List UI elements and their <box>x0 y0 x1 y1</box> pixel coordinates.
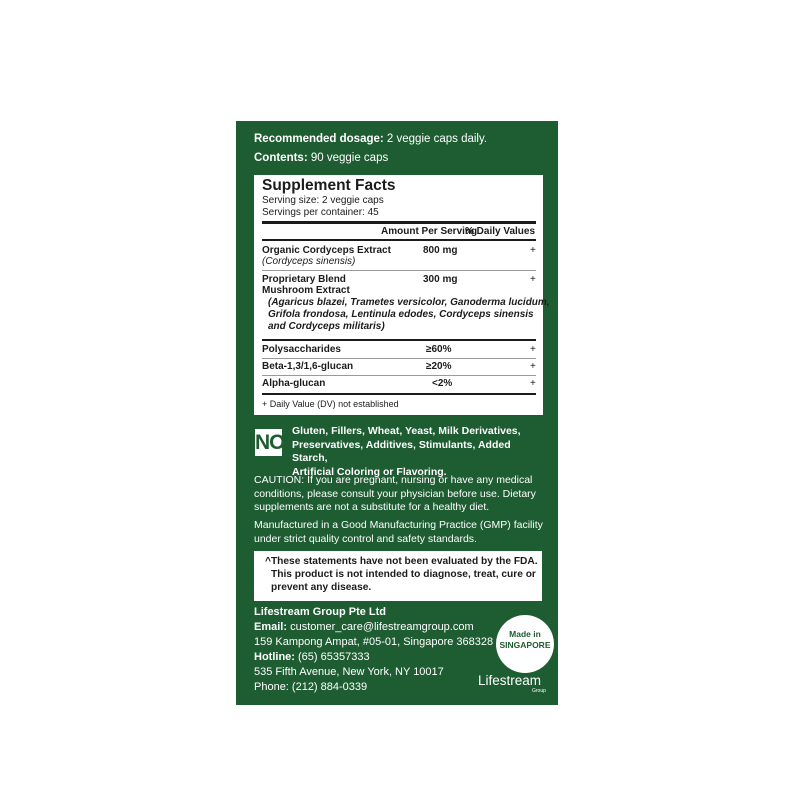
dosage-label: Recommended dosage: <box>254 133 384 145</box>
seal-bottom-text: SINGAPORE <box>499 640 551 650</box>
servings-per-container: Servings per container: 45 <box>262 207 379 218</box>
cordyceps-name: Organic Cordyceps Extract <box>262 245 391 256</box>
fda-line: ^These statements have not been evaluated by the FDA. <box>265 556 538 567</box>
seal-top-text: Made in <box>509 629 541 639</box>
header-rule <box>262 239 536 241</box>
blend-name-2: Mushroom Extract <box>262 285 350 296</box>
fda-disclaimer <box>254 551 542 601</box>
bottom-rule <box>262 393 536 395</box>
label-panel <box>236 121 558 705</box>
row-divider <box>262 375 536 376</box>
blend-amount: 300 mg <box>423 274 458 285</box>
hotline-value: (65) 65357333 <box>294 651 370 663</box>
fda-line: prevent any disease. <box>271 582 372 593</box>
row-dv: + <box>530 361 536 372</box>
dosage-line <box>254 133 487 145</box>
row-name: Alpha-glucan <box>262 378 326 389</box>
blend-ingredients-2: Grifola frondosa, Lentinula edodes, Cordyceps sinensis <box>268 309 534 320</box>
caution-line: CAUTION: If you are pregnant, nursing or have any medical <box>254 474 533 486</box>
blend-ingredients-3: and Cordyceps militaris) <box>268 321 385 332</box>
col-dv-header: % Daily Values <box>465 226 536 237</box>
fda-line: This product is not intended to diagnose, treat, cure or <box>271 569 536 580</box>
supplement-facts-table <box>254 175 550 415</box>
gmp-line: under strict quality control and safety standards. <box>254 532 477 545</box>
row-amount: ≥20% <box>426 361 452 372</box>
email-label: Email: <box>254 621 288 633</box>
phone-line: Phone: (212) 884-0339 <box>254 681 368 693</box>
cordyceps-dv: + <box>530 245 536 256</box>
lifestream-logo: Lifestream <box>478 673 542 688</box>
free-from-line: Artificial Coloring or Flavoring. <box>292 465 447 478</box>
serving-size: Serving size: 2 veggie caps <box>262 195 384 206</box>
row-dv: + <box>530 344 536 355</box>
dosage-value: 2 veggie caps daily. <box>383 133 488 145</box>
col-amount-header: Amount Per Serving <box>381 226 478 237</box>
row-name: Beta-1,3/1,6-glucan <box>262 361 354 372</box>
gmp-text <box>254 519 546 546</box>
blend-rule <box>262 339 536 341</box>
facts-title: Supplement Facts <box>262 177 396 194</box>
made-in-singapore-seal <box>496 615 554 673</box>
row-dv: + <box>530 378 536 389</box>
blend-name-1: Proprietary Blend <box>262 274 346 285</box>
cordyceps-amount: 800 mg <box>423 245 458 256</box>
caution-line: supplements are not a substitute for a healthy diet. <box>254 501 490 513</box>
address-us: 535 Fifth Avenue, New York, NY 10017 <box>254 666 444 678</box>
no-badge: NO <box>255 431 285 454</box>
row-divider <box>262 358 536 359</box>
company-name: Lifestream Group Pte Ltd <box>254 606 387 618</box>
row-divider <box>262 270 536 271</box>
facts-footnote: + Daily Value (DV) not established <box>262 399 399 409</box>
contents-line <box>254 152 388 164</box>
email-line <box>254 621 474 633</box>
caution-line: conditions, please consult your physician before use. Dietary <box>254 487 536 500</box>
hotline-label: Hotline: <box>254 651 295 663</box>
gmp-line: Manufactured in a Good Manufacturing Practice (GMP) facility <box>254 519 543 531</box>
contents-label: Contents: <box>254 152 308 164</box>
blend-ingredients-1: (Agaricus blazei, Trametes versicolor, Ganoderma lucidum, <box>268 297 550 308</box>
row-name: Polysaccharides <box>262 344 341 355</box>
logo-subtext: Group <box>532 688 546 694</box>
row-amount: ≥60% <box>426 344 452 355</box>
email-value[interactable]: customer_care@lifestreamgroup.com <box>287 621 474 633</box>
free-from-line: Preservatives, Additives, Stimulants, Added Starch, <box>292 438 511 464</box>
free-from-line: Gluten, Fillers, Wheat, Yeast, Milk Derivatives, <box>292 425 521 437</box>
address-singapore: 159 Kampong Ampat, #05-01, Singapore 368328 <box>254 636 494 648</box>
hotline-line <box>254 651 370 663</box>
free-from-list <box>292 425 542 479</box>
caution-text <box>254 474 546 515</box>
contents-value: 90 veggie caps <box>307 152 389 164</box>
blend-dv: + <box>530 274 536 285</box>
thick-rule <box>262 221 536 224</box>
row-amount: <2% <box>432 378 453 389</box>
cordyceps-latin: (Cordyceps sinensis) <box>262 256 356 267</box>
